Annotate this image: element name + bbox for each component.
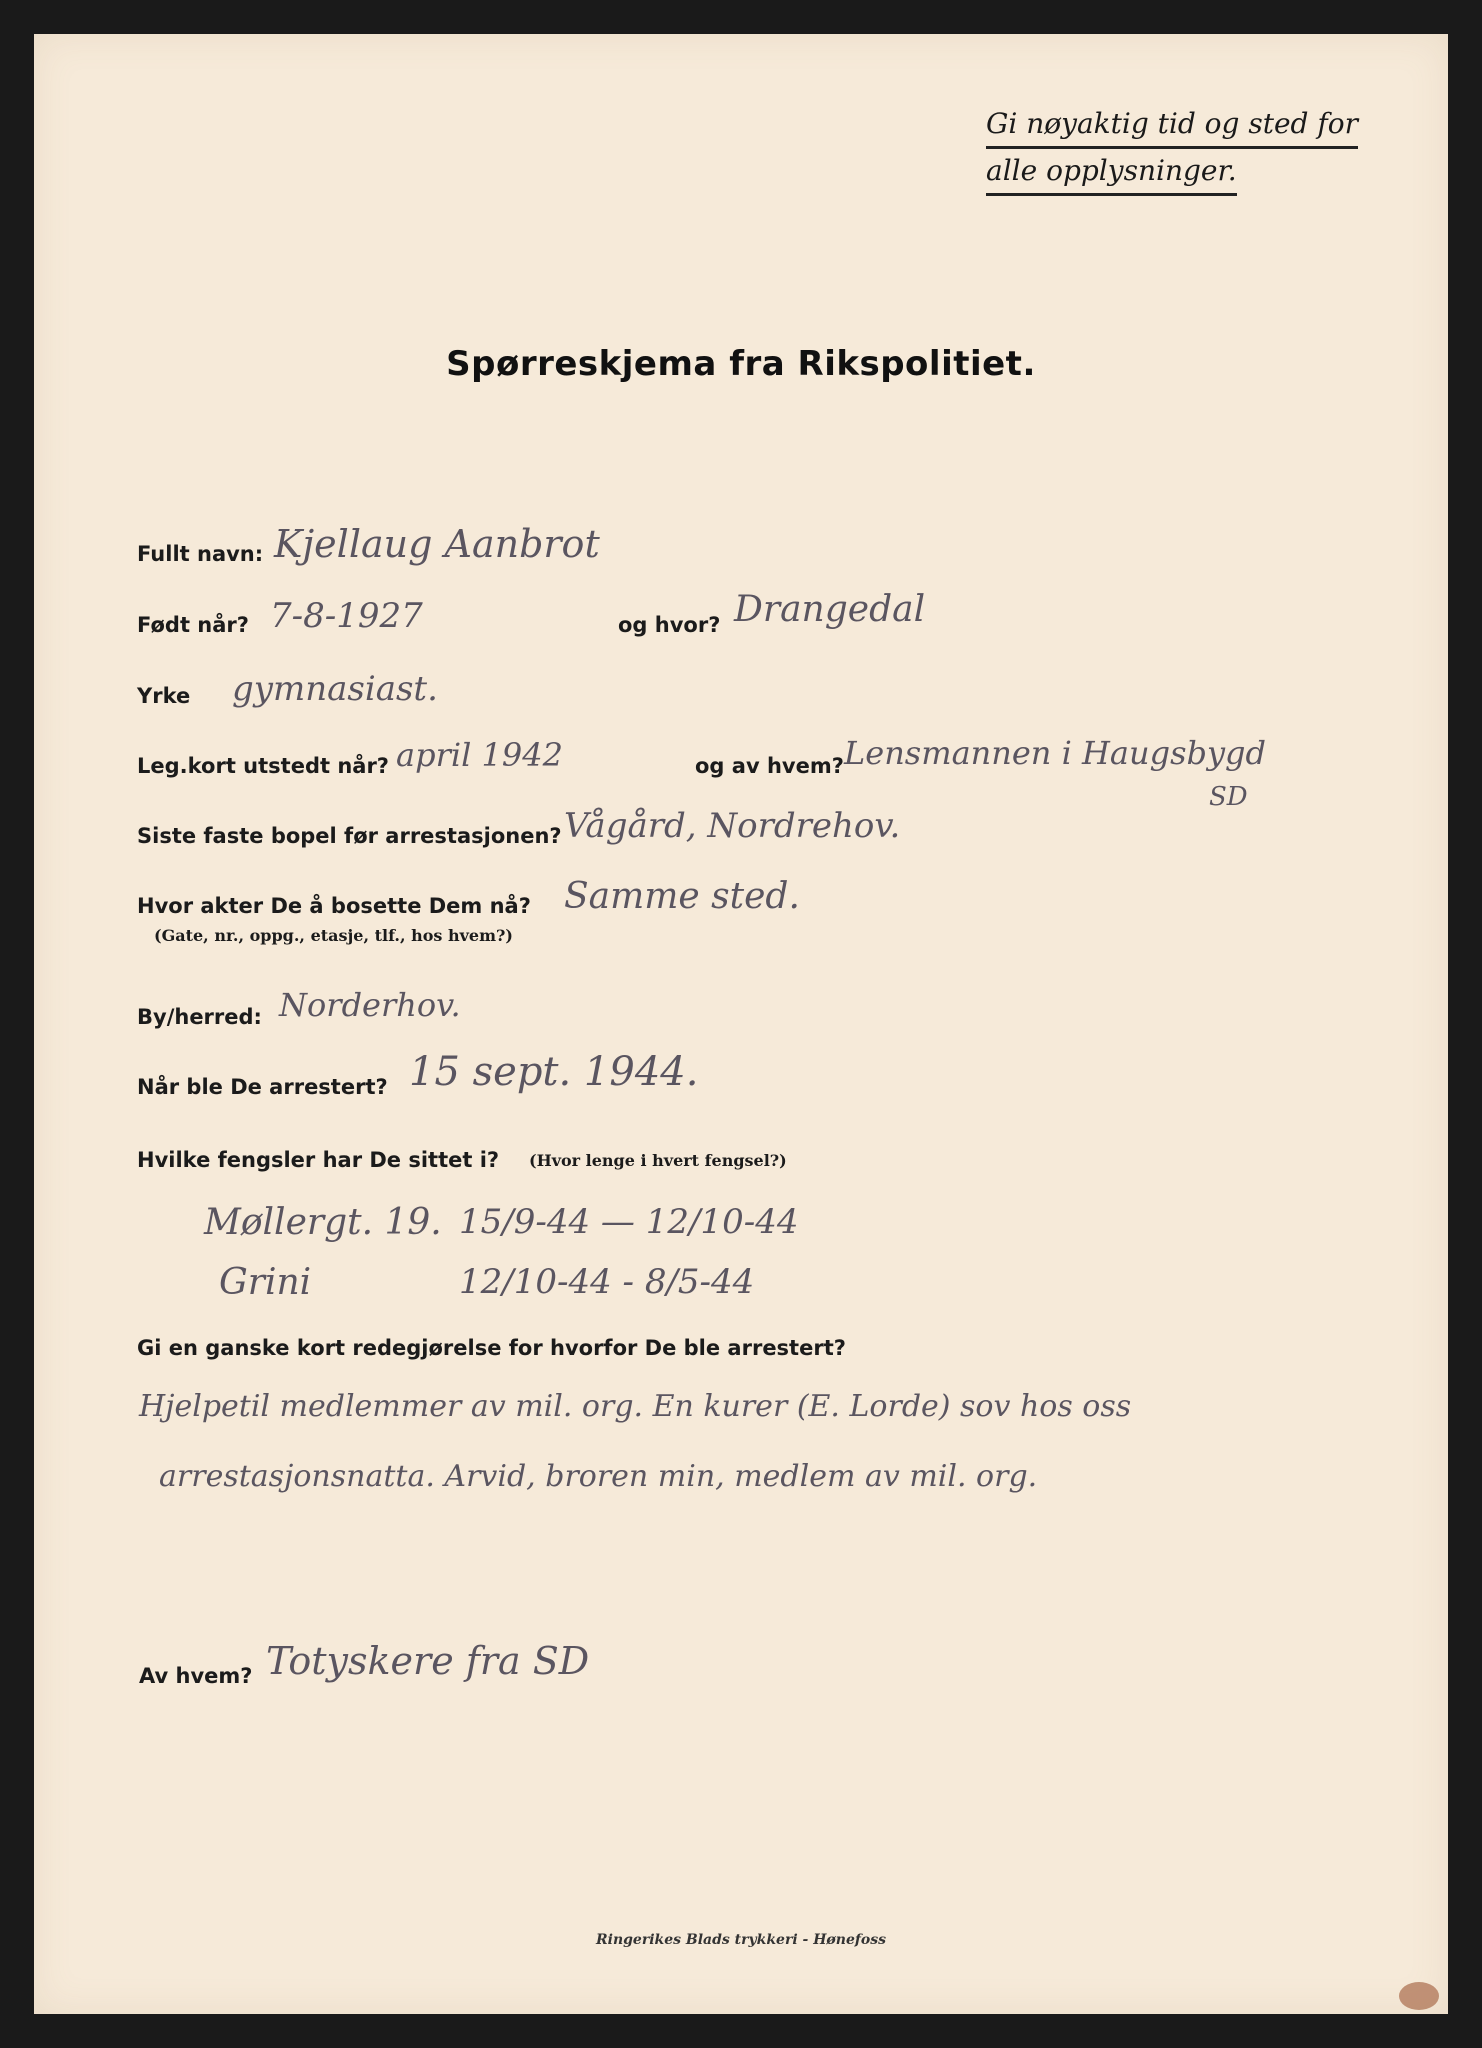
reason-label: Gi en ganske kort redegjørelse for hvorfor De ble arrestert? [137, 1336, 846, 1360]
born-where-value: Drangedal [734, 589, 926, 630]
district-value: Norderhov. [279, 986, 461, 1024]
id-issued-label: Leg.kort utstedt når? [137, 754, 389, 778]
arrested-label: Når ble De arrestert? [137, 1075, 388, 1099]
id-by-label: og av hvem? [695, 754, 844, 778]
settle-value: Samme sted. [564, 876, 800, 917]
prisons-sub: (Hvor lenge i hvert fengsel?) [529, 1151, 787, 1170]
prison-period: 15/9-44 — 12/10-44 [459, 1202, 799, 1242]
instruction-line-2: alle opplysninger. [986, 149, 1237, 196]
occupation-label: Yrke [137, 684, 191, 708]
born-label: Født når? [137, 613, 249, 637]
document-page [34, 34, 1448, 2014]
by-whom-value: Totyskere fra SD [266, 1639, 590, 1683]
settle-label: Hvor akter De å bosette Dem nå? [137, 894, 531, 918]
form-title: Spørreskjema fra Rikspolitiet. [446, 344, 1036, 384]
id-issued-value: april 1942 [396, 736, 563, 774]
prison-period: 12/10-44 - 8/5-44 [459, 1262, 755, 1302]
printer-imprint: Ringerikes Blads trykkeri - Hønefoss [596, 1932, 886, 1948]
born-where-label: og hvor? [618, 613, 721, 637]
district-label: By/herred: [137, 1005, 262, 1029]
residence-label: Siste faste bopel før arrestasjonen? [137, 824, 562, 848]
instruction-note [986, 102, 1358, 196]
occupation-value: gymnasiast. [232, 669, 438, 709]
settle-sub: (Gate, nr., oppg., etasje, tlf., hos hvem?) [154, 926, 513, 945]
born-value: 7-8-1927 [270, 596, 423, 636]
prisons-label: Hvilke fengsler har De sittet i? [137, 1148, 500, 1172]
by-whom-label: Av hvem? [139, 1664, 253, 1688]
id-by-value: Lensmannen i Haugsbygd [844, 734, 1267, 772]
prison-place: Møllergt. 19. [204, 1202, 442, 1243]
paper-stain [1399, 1982, 1439, 2010]
prison-place: Grini [219, 1262, 312, 1303]
reason-line-2: arrestasjonsnatta. Arvid, broren min, medlem av mil. org. [159, 1459, 1038, 1494]
name-label: Fullt navn: [137, 542, 264, 566]
residence-value: Vågård, Nordrehov. [564, 806, 901, 846]
arrested-value: 15 sept. 1944. [409, 1049, 699, 1095]
reason-line-1: Hjelpetil medlemmer av mil. org. En kurer (E. Lorde) sov hos oss [139, 1389, 1132, 1424]
id-by-extra: SD [1209, 782, 1248, 812]
name-value: Kjellaug Aanbrot [274, 522, 600, 566]
instruction-line-1: Gi nøyaktig tid og sted for [986, 102, 1358, 149]
